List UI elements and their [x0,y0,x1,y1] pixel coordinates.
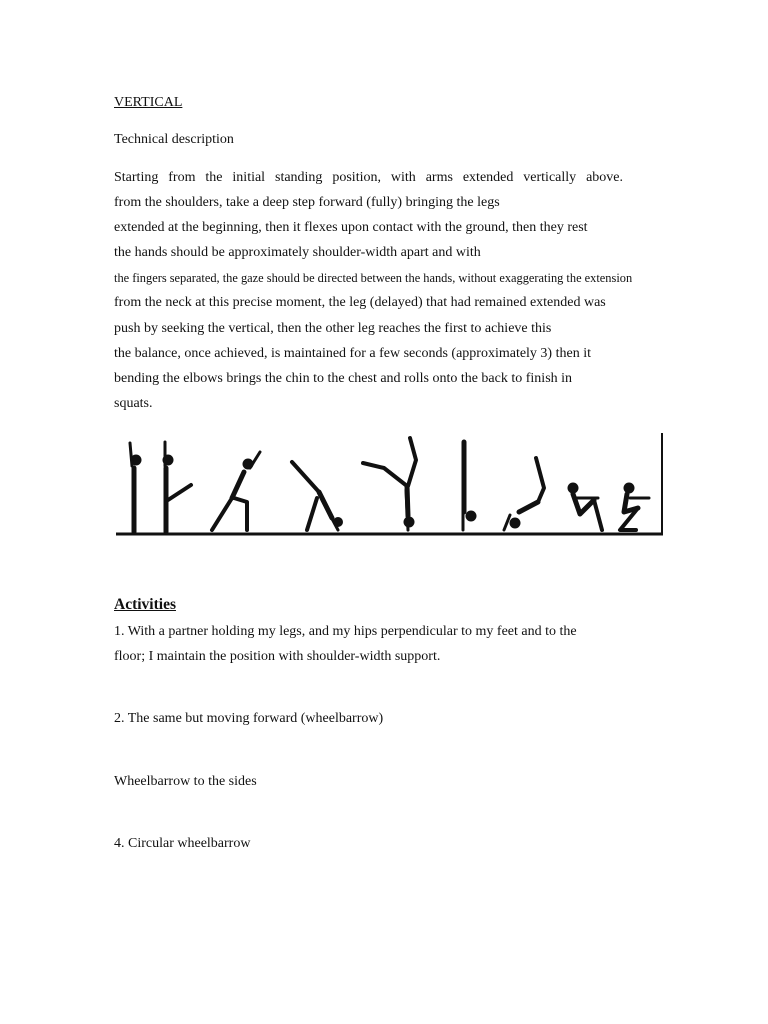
figure-3-lunge [212,452,260,530]
description-line: the hands should be approximately shoulder-width apart and with [114,245,481,260]
activities-heading: Activities [114,596,176,613]
description-line: from the shoulders, take a deep step forward (fully) bringing the legs [114,195,500,210]
figure-4-reach [292,462,343,530]
description-line: from the neck at this precise moment, the leg (delayed) that had remained extended was [114,295,606,310]
figure-2-step [163,442,192,532]
handstand-sequence-figures [112,430,666,540]
figure-6-handstand [463,442,477,530]
figure-1-standing [130,443,142,532]
activity-item: floor; I maintain the position with shoulder-width support. [114,649,441,664]
figure-9-squat-finish [620,483,649,531]
description-line: push by seeking the vertical, then the other leg reaches the first to achieve this [114,321,552,336]
description-line: the balance, once achieved, is maintained for a few seconds (approximately 3) then it [114,346,591,361]
description-line: squats. [114,396,153,411]
activity-item: 2. The same but moving forward (wheelbarrow) [114,711,384,726]
document-title: VERTICAL [114,95,183,110]
description-line: extended at the beginning, then it flexes upon contact with the ground, then they rest [114,220,588,235]
activity-item: Wheelbarrow to the sides [114,774,257,789]
description-line: Starting from the initial standing position, with arms extended vertically above. [114,170,623,185]
figure-5-kickup [363,438,416,530]
section-subtitle: Technical description [114,132,234,147]
description-line: the fingers separated, the gaze should be directed between the hands, without exaggerating the extension [114,271,633,285]
figure-7-roll [504,458,544,530]
figure-8-squat-rise [568,483,603,531]
description-line: bending the elbows brings the chin to the chest and rolls onto the back to finish in [114,371,573,386]
activity-item: 1. With a partner holding my legs, and my hips perpendicular to my feet and to the [114,624,577,639]
activity-item: 4. Circular wheelbarrow [114,836,251,851]
